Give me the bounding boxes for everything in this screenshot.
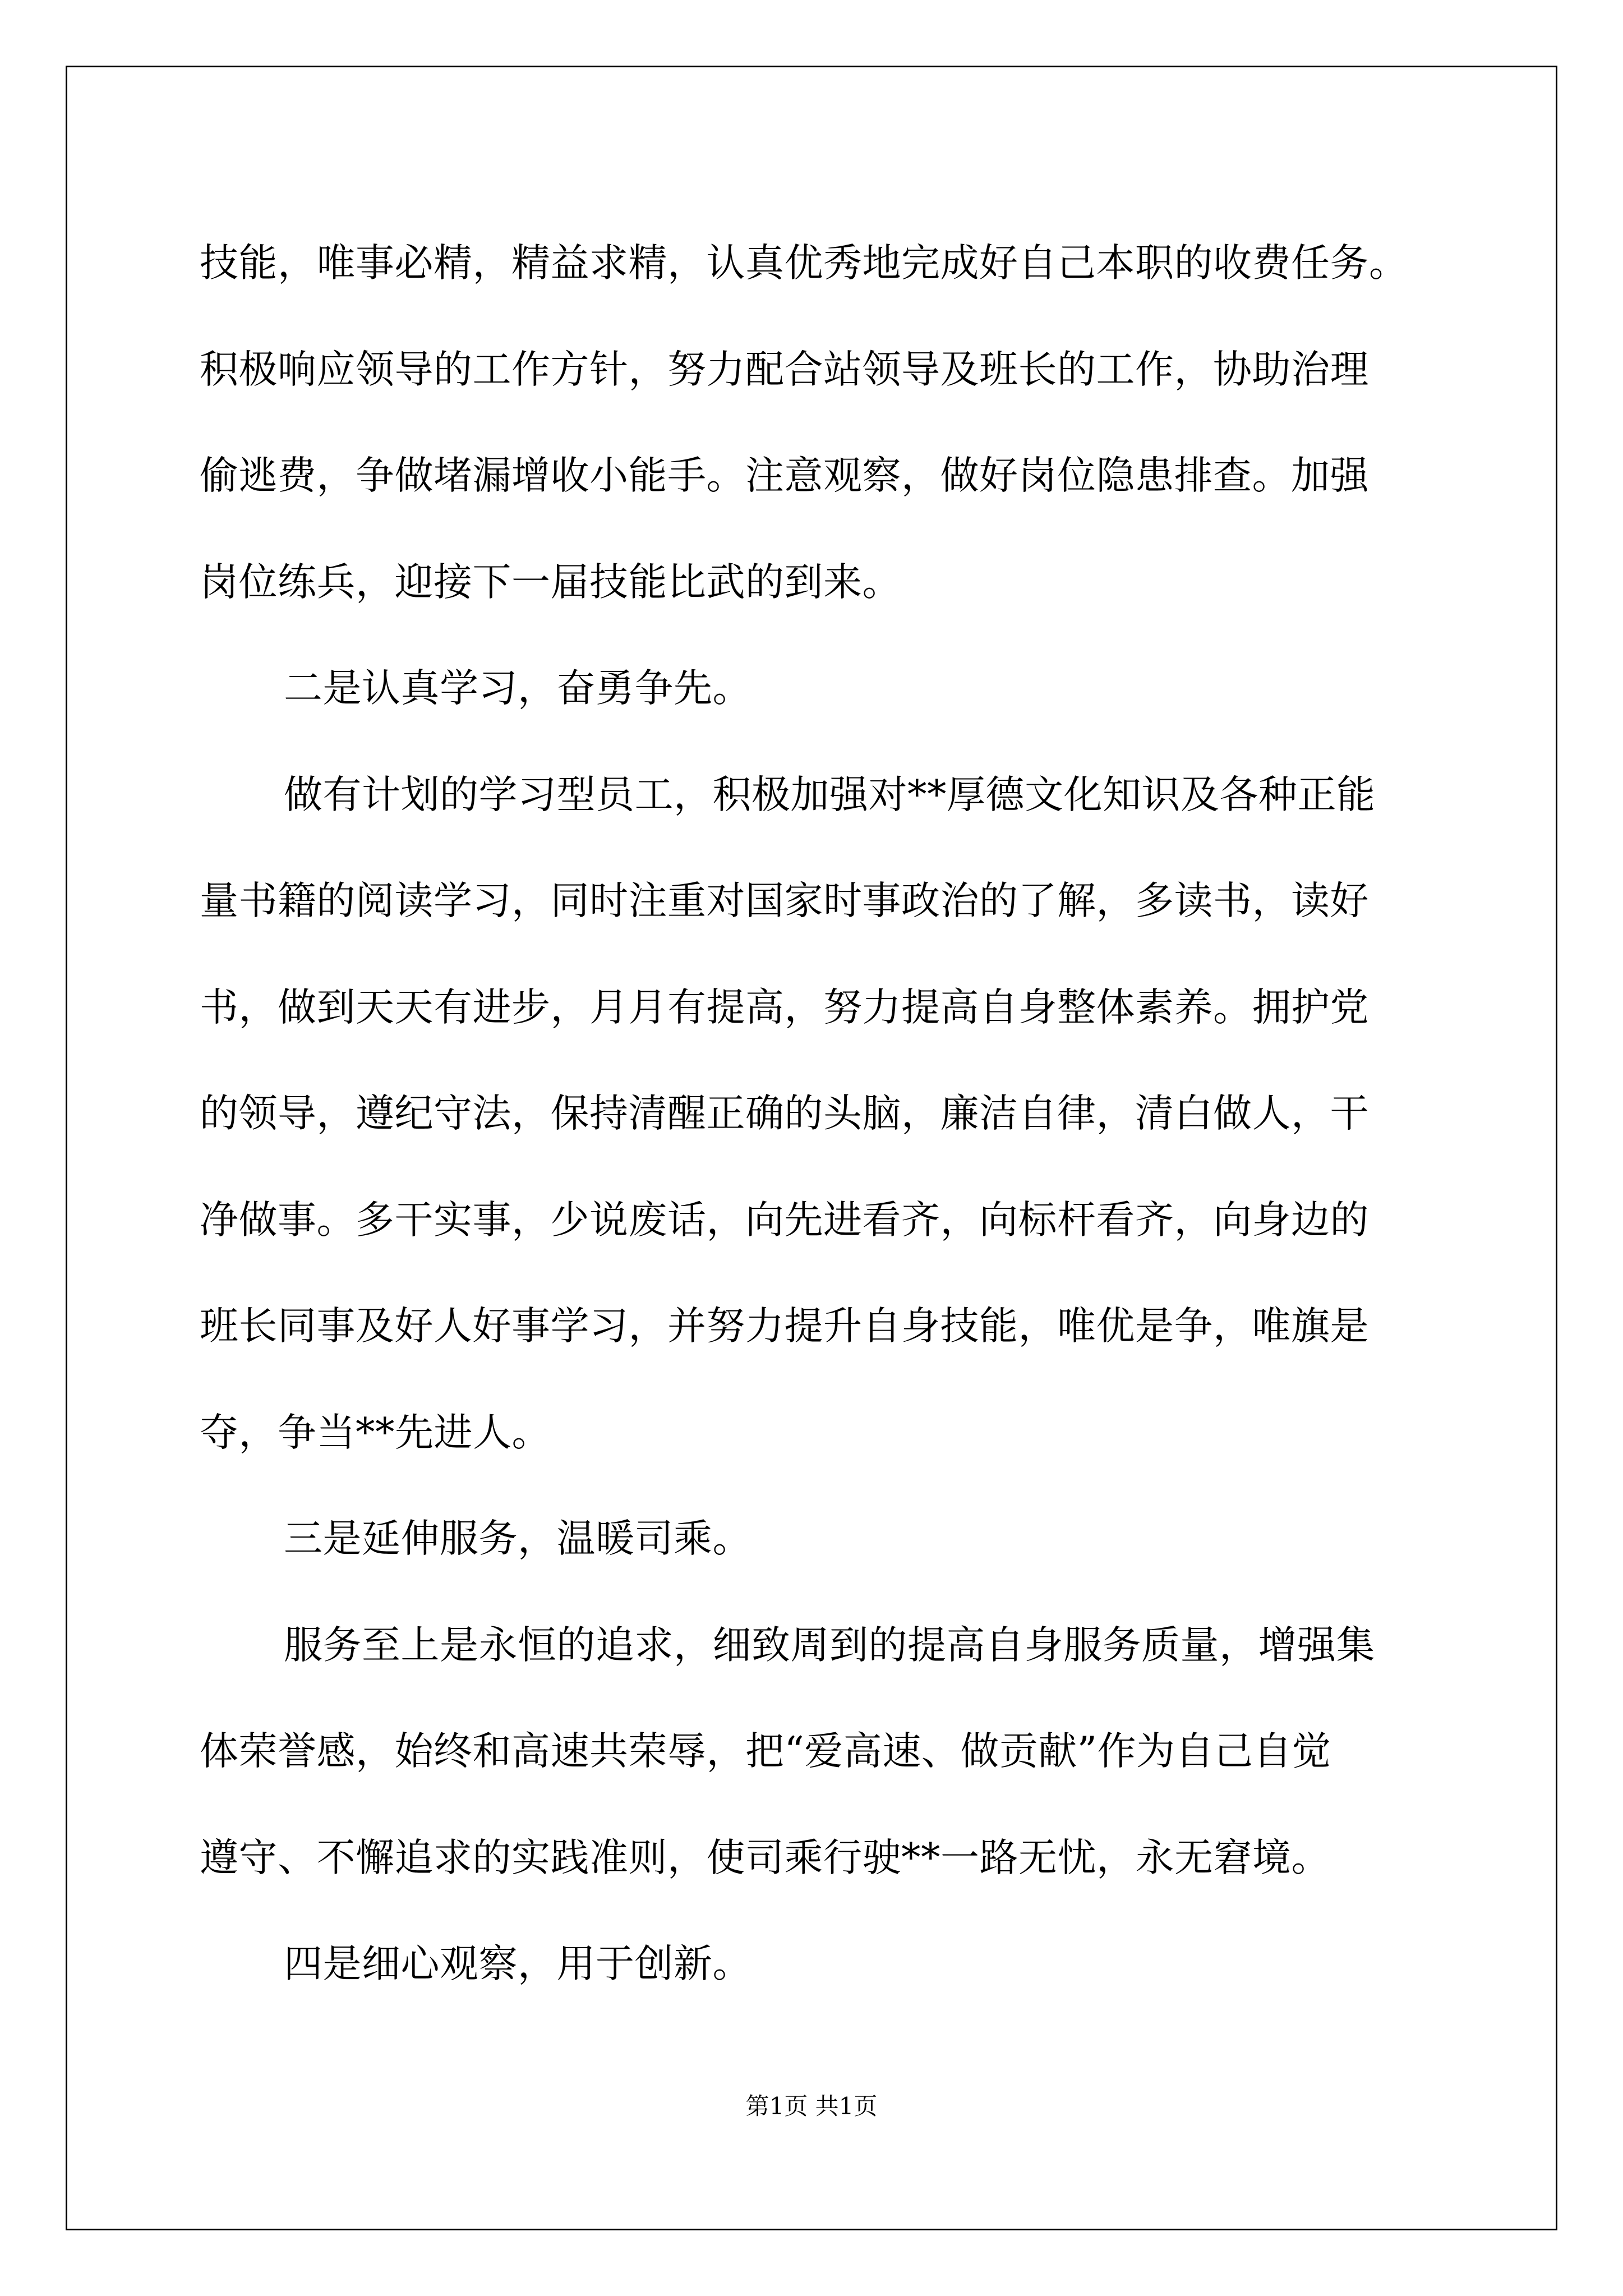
text-line: 岗位练兵，迎接下一届技能比武的到来。 [200, 559, 901, 605]
text-line: 体荣誉感，始终和高速共荣辱，把“爱高速、做贡献”作为自己自觉 [200, 1729, 1331, 1774]
text-line: 积极响应领导的工作方针，努力配合站领导及班长的工作，协助治理 [200, 347, 1369, 392]
document-body [200, 210, 1433, 2018]
text-line: 班长同事及好人好事学习，并努力提升自身技能，唯优是争，唯旗是 [200, 1304, 1369, 1349]
text-line: 的领导，遵纪守法，保持清醒正确的头脑，廉洁自律，清白做人，干 [200, 1091, 1369, 1136]
section-heading: 二是认真学习，奋勇争先。 [284, 666, 751, 711]
text-line: 服务至上是永恒的追求，细致周到的提高自身服务质量，增强集 [284, 1622, 1375, 1668]
text-line: 做有计划的学习型员工，积极加强对**厚德文化知识及各种正能 [284, 772, 1376, 817]
section-heading: 四是细心观察，用于创新。 [284, 1941, 751, 1986]
text-line: 净做事。多干实事，少说废话，向先进看齐，向标杆看齐，向身边的 [200, 1197, 1369, 1243]
text-line: 书，做到天天有进步，月月有提高，努力提高自身整体素养。拥护党 [200, 984, 1369, 1030]
text-line: 量书籍的阅读学习，同时注重对国家时事政治的了解，多读书，读好 [200, 878, 1369, 923]
text-line: 夺，争当**先进人。 [200, 1410, 551, 1455]
text-line: 遵守、不懈追求的实践准则，使司乘行驶**一路无忧，永无窘境。 [200, 1835, 1330, 1880]
text-line: 偷逃费，争做堵漏增收小能手。注意观察，做好岗位隐患排查。加强 [200, 453, 1369, 498]
section-heading: 三是延伸服务，温暖司乘。 [284, 1516, 751, 1561]
page-number: 第1页 共1页 [745, 2092, 878, 2120]
text-line: 技能，唯事必精，精益求精，认真优秀地完成好自己本职的收费任务。 [200, 241, 1408, 286]
